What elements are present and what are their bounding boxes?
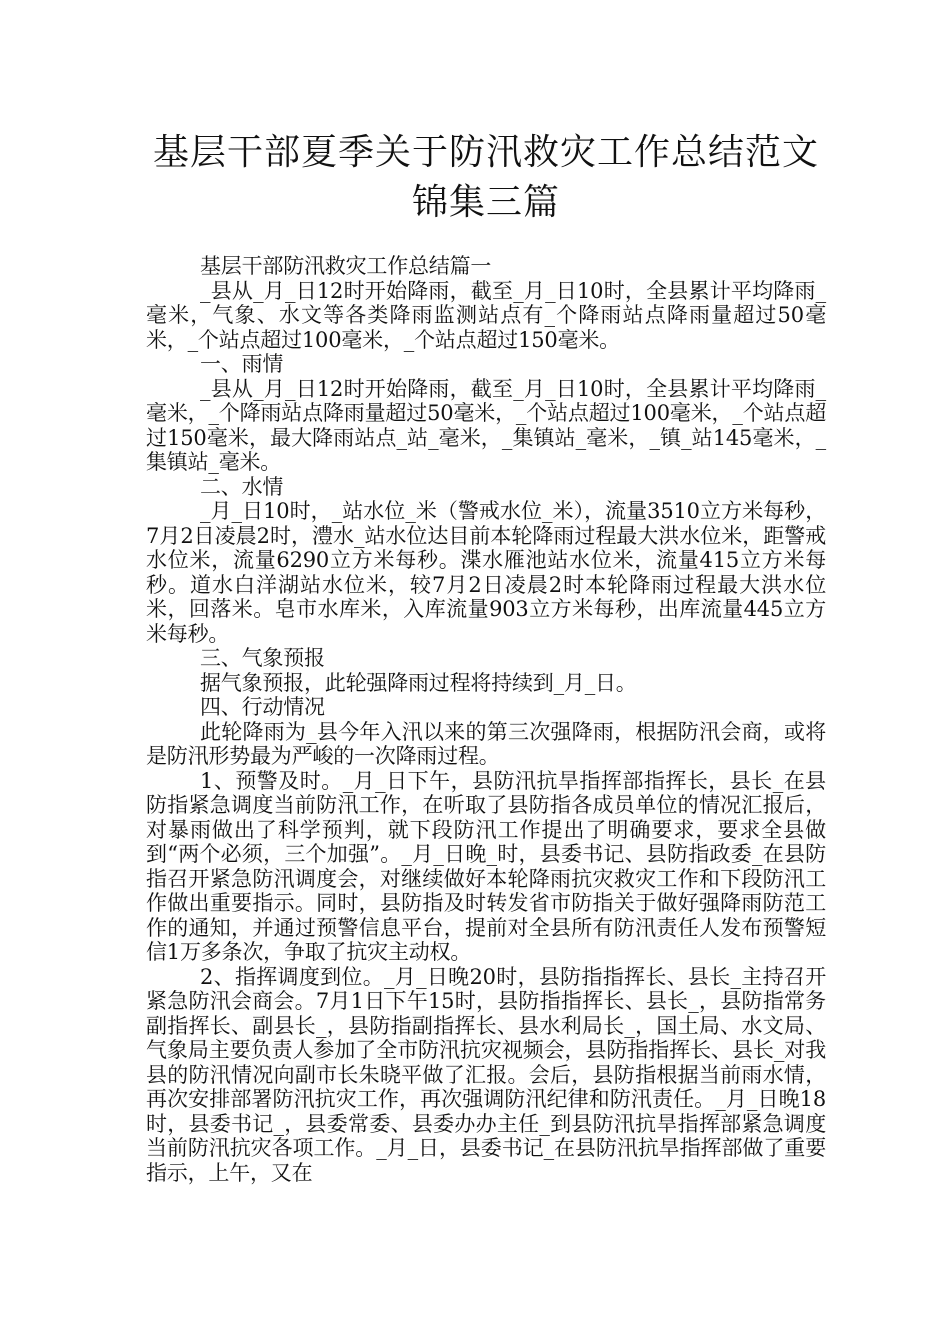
body-paragraph: 2、指挥调度到位。_月_日晚20时，县防指指挥长、县长_主持召开紧急防汛会商会。7月1日下午15时，县防指指挥长、县长_，县防指常务副指挥长、副县长_，县防指副指挥长、县水利局长_，国土局、水文局、气象局主要负责人参加了全市防汛抗灾视频会，县防指指挥长、县长_对我县的防汛情况向副市长朱晓平做了汇报。会后，县防指根据当前雨水情，再次安排部署防汛抗灾工作，再次强调防汛纪律和防汛责任。_月_日晚18时，县委书记_，县委常委、县委办办主任_到县防汛抗旱指挥部紧急调度当前防汛抗灾各项工作。_月_日，县委书记_在县防汛抗旱指挥部做了重要指示，上午，又在 <box>146 964 826 1185</box>
body-paragraph: 据气象预报，此轮强降雨过程将持续到_月_日。 <box>200 670 637 695</box>
body-paragraph: _月_日10时，_站水位_米（警戒水位_米），流量3510立方米每秒，7月2日凌晨2时，澧水_站水位达目前本轮降雨过程最大洪水位米，距警戒水位米，流量6290立方米每秒。渫水雁池站水位米，流量415立方米每秒。道水白洋湖站水位米，较7月2日凌晨2时本轮降雨过程最大洪水位米，回落米。皂市水库米，入库流量903立方米每秒，出库流量445立方米每秒。 <box>146 499 826 646</box>
section-heading: 三、气象预报 <box>200 646 325 670</box>
title-line-2: 锦集三篇 <box>411 182 560 223</box>
body-paragraph: _县从_月_日12时开始降雨，截至_月_日10时，全县累计平均降雨_毫米，_个降雨站点降雨量超过50毫米，_个站点超过100毫米，_个站点超过150毫米，最大降雨站点_站_毫米，_集镇站_毫米，_镇_站145毫米，_集镇站_毫米。 <box>146 376 826 474</box>
section-heading: 一、雨情 <box>200 352 284 376</box>
title-line-1: 基层干部夏季关于防汛救灾工作总结范文 <box>152 132 819 173</box>
section-heading: 四、行动情况 <box>200 695 325 719</box>
body-paragraph: 此轮降雨为_县今年入汛以来的第三次强降雨，根据防汛会商，或将是防汛形势最为严峻的一次降雨过程。 <box>146 719 826 768</box>
section-heading: 二、水情 <box>200 474 284 499</box>
document-page <box>146 128 826 1185</box>
document-title <box>146 128 826 228</box>
body-paragraph: _县从_月_日12时开始降雨，截至_月_日10时，全县累计平均降雨_毫米，气象、水文等各类降雨监测站点有_个降雨站点降雨量超过50毫米，_个站点超过100毫米，_个站点超过150毫米。 <box>146 278 826 352</box>
body-paragraph: 1、预警及时。_月_日下午，县防汛抗旱指挥部指挥长，县长_在县防指紧急调度当前防汛工作，在听取了县防指各成员单位的情况汇报后，对暴雨做出了科学预判，就下段防汛工作提出了明确要求，要求全县做到“两个必须，三个加强”。_月_日晚_时，县委书记、县防指政委_在县防指召开紧急防汛调度会，对继续做好本轮降雨抗灾救灾工作和下段防汛工作做出重要指示。同时，县防指及时转发省市防指关于做好强降雨防范工作的通知，并通过预警信息平台，提前对全县所有防汛责任人发布预警短信1万多条次，争取了抗灾主动权。 <box>146 768 826 964</box>
document-body <box>146 254 826 1185</box>
section-heading: 基层干部防汛救灾工作总结篇一 <box>200 254 492 278</box>
